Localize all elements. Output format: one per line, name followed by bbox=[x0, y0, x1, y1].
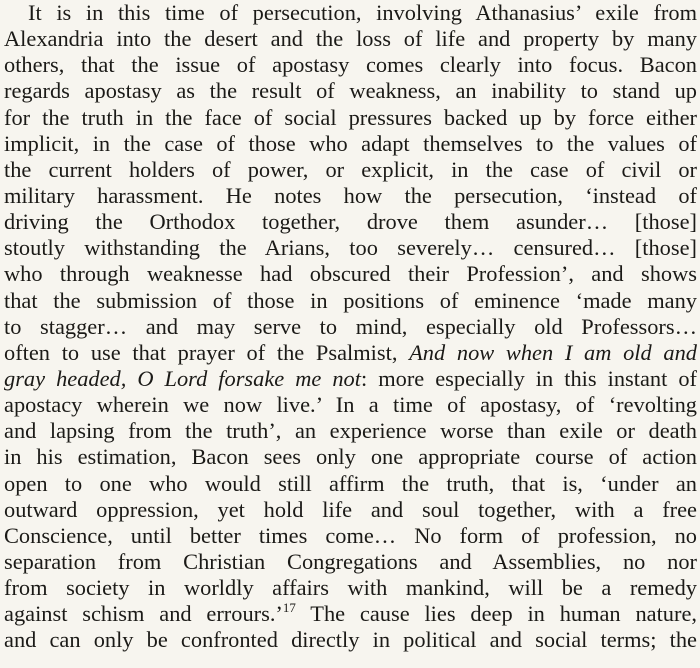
body-paragraph bbox=[4, 0, 697, 654]
text-segment: that the submission of those in positions of eminence ‘made many bbox=[4, 287, 697, 313]
text-segment: driving the Orthodox together, drove them asunder… [those] bbox=[4, 209, 697, 235]
text-line bbox=[4, 418, 697, 444]
text-segment: outward oppression, yet hold life and soul together, with a free bbox=[4, 496, 697, 522]
text-line bbox=[4, 392, 697, 418]
text-segment: often to use that prayer of the Psalmist, bbox=[4, 339, 410, 365]
text-line bbox=[4, 366, 697, 392]
text-segment: stoutly withstanding the Arians, too severely… censured… [those] bbox=[4, 235, 697, 261]
text-segment: Conscience, until better times come… No form of profession, no bbox=[4, 522, 697, 548]
text-line bbox=[4, 157, 697, 183]
text-line bbox=[4, 131, 697, 157]
text-line bbox=[4, 105, 697, 131]
text-segment: separation from Christian Congregations and Assemblies, no nor bbox=[4, 548, 697, 574]
text-line bbox=[4, 601, 697, 627]
text-segment: implicit, in the case of those who adapt themselves to the values of bbox=[4, 130, 697, 156]
text-segment: others, that the issue of apostasy comes clearly into focus. Bacon bbox=[4, 52, 697, 78]
text-segment: open to one who would still affirm the truth, that is, ‘under an bbox=[4, 470, 697, 496]
text-line bbox=[4, 627, 697, 653]
text-line bbox=[4, 26, 697, 52]
text-segment: : more especially in this instant of bbox=[360, 365, 697, 391]
text-line bbox=[4, 78, 697, 104]
text-segment: regards apostasy as the result of weakness, an inability to stand up bbox=[4, 78, 697, 104]
text-segment: from society in worldly affairs with mankind, will be a remedy bbox=[4, 575, 697, 601]
text-segment: to stagger… and may serve to mind, especially old Professors… bbox=[4, 313, 697, 339]
footnote-marker: 17 bbox=[282, 600, 296, 616]
text-line bbox=[4, 523, 697, 549]
text-line bbox=[4, 183, 697, 209]
text-line bbox=[4, 52, 697, 78]
text-segment: in his estimation, Bacon sees only one appropriate course of action bbox=[4, 444, 697, 470]
text-line bbox=[4, 471, 697, 497]
text-line bbox=[4, 444, 697, 470]
text-line bbox=[4, 209, 697, 235]
italic-text: gray headed, O Lord forsake me not bbox=[4, 365, 361, 391]
text-segment: Alexandria into the desert and the loss of life and property by many bbox=[4, 26, 697, 52]
text-segment: and can only be confronted directly in political and social terms; the bbox=[4, 627, 697, 653]
text-segment: apostacy wherein we now live.’ In a time of apostasy, of ‘revolting bbox=[4, 392, 697, 418]
text-line bbox=[4, 575, 697, 601]
text-segment: and lapsing from the truth’, an experience worse than exile or death bbox=[4, 418, 697, 444]
italic-text: And now when I am old and bbox=[409, 339, 697, 365]
text-line bbox=[4, 0, 697, 26]
text-line bbox=[4, 288, 697, 314]
text-line bbox=[4, 549, 697, 575]
text-segment: The cause lies deep in human nature, bbox=[295, 601, 697, 627]
text-line bbox=[4, 314, 697, 340]
text-line bbox=[4, 261, 697, 287]
text-segment: against schism and errours.’ bbox=[4, 601, 283, 627]
text-segment: the current holders of power, or explicit, in the case of civil or bbox=[4, 156, 697, 182]
text-segment: for the truth in the face of social pressures backed up by force either bbox=[4, 104, 697, 130]
text-segment: military harassment. He notes how the persecution, ‘instead of bbox=[4, 182, 697, 208]
text-line bbox=[4, 235, 697, 261]
text-line bbox=[4, 497, 697, 523]
text-line bbox=[4, 340, 697, 366]
text-segment: who through weaknesse had obscured their Profession’, and shows bbox=[4, 261, 697, 287]
text-segment: It is in this time of persecution, involving Athanasius’ exile from bbox=[28, 0, 697, 25]
